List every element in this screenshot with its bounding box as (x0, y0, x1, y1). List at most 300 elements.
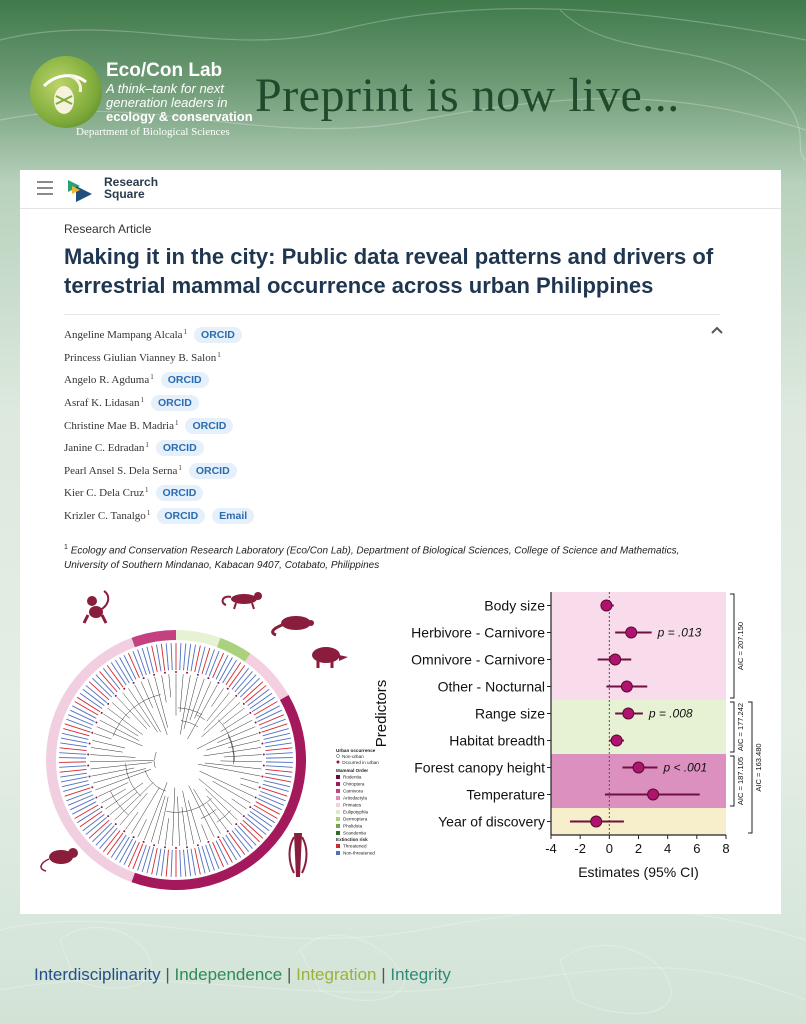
tree-branch (141, 681, 153, 707)
predictor-label: Body size (484, 597, 545, 614)
monkey-silhouette-icon (84, 591, 108, 623)
urban-occurrence-dot (235, 823, 237, 825)
aic-bracket (730, 702, 734, 752)
urban-occurrence-dot (255, 796, 257, 798)
tree-branch (223, 708, 244, 724)
estimate-point (648, 789, 659, 800)
urban-occurrence-dot (101, 712, 103, 714)
tree-branch (123, 693, 150, 728)
value-independence: Independence (174, 965, 283, 984)
aic-label: AIC = 177.242 (736, 702, 745, 752)
urban-occurrence-dot (123, 830, 125, 832)
urban-occurrence-dot (197, 674, 199, 676)
tip-label (60, 773, 87, 777)
tree-branch (92, 740, 125, 748)
lab-name: Eco/Con Lab (106, 60, 223, 81)
tree-branch (213, 781, 251, 803)
orcid-link[interactable]: ORCID (161, 372, 209, 388)
aic-bracket (748, 702, 752, 833)
tree-branch (151, 796, 165, 842)
legend-order-label: Scandentia (343, 830, 366, 836)
author-item: Janine C. Edradan $^1$ ORCID (64, 437, 564, 460)
x-tick-label: 0 (605, 841, 613, 856)
urban-occurrence-dot (95, 722, 97, 724)
urban-occurrence-dot (186, 672, 188, 674)
email-link[interactable]: Email (212, 508, 254, 524)
legend-occurrence-item: Occurred in urban (342, 760, 379, 765)
value-integration: Integration (296, 965, 377, 984)
urban-occurrence-dot (207, 841, 209, 843)
headline: Preprint is now live... (255, 69, 680, 122)
orcid-link[interactable]: ORCID (189, 463, 237, 479)
legend-order-label: Dermoptera (343, 816, 368, 822)
order-ring-segment (176, 630, 220, 647)
tip-label (187, 849, 190, 876)
orcid-link[interactable]: ORCID (194, 327, 242, 343)
estimate-point (601, 600, 612, 611)
order-ring-segment (245, 654, 289, 700)
tip-label (60, 748, 87, 751)
civet-silhouette-icon (223, 592, 262, 609)
legend-order-label: Rodentia (343, 774, 362, 780)
tip-label (59, 762, 86, 763)
tree-branch (182, 807, 187, 845)
tree-branch (183, 791, 194, 844)
estimate-point (611, 735, 622, 746)
predictor-label: Temperature (466, 786, 545, 803)
tip-label (184, 643, 186, 670)
orcid-link[interactable]: ORCID (156, 485, 204, 501)
tip-label (68, 795, 93, 805)
separator: | (282, 965, 297, 984)
tree-branch (162, 675, 167, 702)
orcid-link[interactable]: ORCID (157, 508, 205, 524)
tip-label (206, 650, 215, 675)
author-list (64, 324, 564, 527)
urban-occurrence-dot (243, 703, 245, 705)
urban-occurrence-dot (133, 836, 135, 838)
legend-risk-label: Non-threatened (343, 850, 375, 856)
predictor-label: Herbivore - Carnivore (411, 624, 545, 641)
legend-swatch (336, 851, 340, 855)
urban-occurrence-dot (133, 682, 135, 684)
tip-label (191, 645, 196, 672)
tip-label (191, 849, 196, 876)
urban-occurrence-dot (217, 682, 219, 684)
tree-branch (155, 677, 168, 728)
tree-branch (169, 674, 171, 697)
tip-label (266, 769, 293, 772)
tip-label (156, 849, 161, 876)
tip-label (138, 845, 147, 870)
legend-swatch (336, 824, 340, 828)
pangolin-silhouette-icon (273, 616, 314, 635)
x-tick-label: 2 (634, 841, 643, 856)
tip-label (59, 753, 86, 755)
tree-branch (197, 715, 205, 720)
legend-order-label: Pholidota (343, 823, 363, 829)
tip-label (259, 715, 284, 725)
legend-order-label: Eulipotyphla (343, 809, 369, 815)
predictor-label: Other - Nocturnal (437, 678, 545, 695)
tip-label (133, 844, 143, 869)
author-item: Pearl Ansel S. Dela Serna $^1$ ORCID (64, 460, 564, 483)
urban-occurrence-dot (87, 753, 89, 755)
orcid-link[interactable]: ORCID (151, 395, 199, 411)
tip-label (262, 724, 288, 732)
urban-occurrence-dot (235, 695, 237, 697)
tip-label (264, 777, 291, 782)
tip-label (266, 762, 293, 763)
research-square-logo-icon[interactable] (66, 176, 94, 202)
tree-branch (240, 784, 256, 790)
urban-occurrence-dot (175, 671, 177, 673)
aic-label: AIC = 163.480 (754, 743, 763, 792)
author-item: Christine Mae B. Madria $^1$ ORCID (64, 414, 564, 437)
x-tick-label: 8 (722, 841, 730, 856)
tip-label (66, 791, 91, 800)
urban-occurrence-dot (243, 815, 245, 817)
tip-label (66, 719, 91, 728)
legend-swatch (336, 796, 340, 800)
tip-label (260, 791, 285, 800)
tree-branch (190, 679, 204, 720)
tree-branch (206, 733, 258, 750)
tree-branch (199, 779, 243, 815)
predictor-label: Habitat breadth (449, 732, 545, 749)
predictor-label: Year of discovery (438, 813, 545, 830)
x-tick-label: -2 (574, 841, 586, 856)
predictor-label: Range size (474, 705, 545, 722)
affiliation: $^1$ Ecology and Conservation Research Laboratory (Eco/Con Lab), Department of Biological Sciences, College of Science and Mathematics, University of Southern Mindanao, Kabacan 9407, Cotabato, Philippines (64, 544, 680, 572)
tip-label (209, 844, 219, 869)
legend-swatch (336, 844, 340, 848)
tip-label (166, 643, 168, 670)
legend-swatch (336, 789, 340, 793)
tip-label (266, 758, 293, 759)
author-item: Krizler C. Tanalgo $^1$ ORCID Email (64, 505, 564, 528)
urban-occurrence-dot (259, 732, 261, 734)
ecocon-logo (30, 52, 253, 142)
urban-occurrence-dot (186, 846, 188, 848)
urban-occurrence-dot (259, 786, 261, 788)
tip-label (128, 842, 139, 867)
urban-occurrence-dot (197, 844, 199, 846)
tree-branch (107, 708, 142, 735)
estimate-point (591, 816, 602, 827)
tip-label (213, 842, 224, 867)
tree-branch (95, 769, 150, 790)
legend-occurrence-title: Urban occurrence (336, 748, 376, 753)
tree-branch (224, 755, 262, 757)
tip-label (202, 846, 210, 872)
tree-branch (138, 819, 147, 837)
author-item: Angelo R. Agduma $^1$ ORCID (64, 369, 564, 392)
tip-label (128, 653, 139, 678)
tree-branch (197, 720, 252, 749)
tree-branch (180, 674, 183, 712)
x-tick-label: 6 (693, 841, 701, 856)
tree-branch (194, 789, 221, 833)
tree-branch (120, 793, 148, 825)
legend-order-label: Chiroptera (343, 781, 365, 787)
tree-branch (91, 747, 123, 752)
legend-order-label: Primates (343, 802, 362, 808)
boar-silhouette-icon (312, 647, 348, 668)
phylogeny-figure (26, 585, 379, 885)
lab-tagline: A think–tank for next generation leaders in ecology & conservation (106, 81, 253, 124)
tree-branch (144, 782, 167, 840)
legend-risk-title: Extinction risk (336, 837, 368, 842)
tip-label (180, 643, 181, 670)
coefficient-forest-plot (356, 582, 766, 902)
tip-label (260, 719, 285, 728)
model-band (551, 592, 726, 700)
legend-occurrence-item: Non-urban (342, 754, 364, 759)
tree-branch (189, 786, 215, 837)
legend-order-label: Carnivora (343, 788, 363, 794)
order-ring-segment (217, 638, 251, 662)
legend-swatch (336, 803, 340, 807)
tip-label (61, 777, 88, 782)
tip-label (266, 748, 293, 751)
tip-label (187, 644, 190, 671)
tip-label (184, 850, 186, 877)
urban-occurrence-dot (217, 836, 219, 838)
urban-occurrence-dot (91, 732, 93, 734)
x-axis-label: Estimates (95% CI) (578, 864, 699, 880)
preprint-card (20, 170, 781, 914)
urban-occurrence-dot (207, 677, 209, 679)
x-tick-label: 4 (664, 841, 672, 856)
tree-branch (102, 789, 126, 803)
tree-branch (200, 771, 254, 797)
tip-label (171, 643, 172, 670)
author-item: Kier C. Dela Cruz $^1$ ORCID (64, 482, 564, 505)
tree-branch (117, 697, 147, 729)
tree-branch (110, 791, 128, 814)
tree-branch (232, 799, 247, 809)
tip-label (213, 653, 224, 678)
tip-label (265, 773, 292, 777)
urban-occurrence-dot (89, 743, 91, 745)
bat-silhouette-icon (290, 833, 307, 877)
urban-occurrence-dot (153, 674, 155, 676)
legend-swatch (336, 775, 340, 779)
author-item: Angeline Mampang Alcala $^1$ ORCID (64, 324, 564, 347)
urban-occurrence-dot (89, 775, 91, 777)
tree-branch (205, 763, 262, 769)
aic-bracket (730, 756, 734, 806)
urban-occurrence-dot (123, 688, 125, 690)
predictor-label: Forest canopy height (414, 759, 545, 776)
tip-label (166, 850, 168, 877)
tip-label (61, 738, 88, 743)
tree-branch (135, 685, 161, 732)
tree-branch (166, 798, 211, 812)
estimate-point (621, 681, 632, 692)
tree-branch (188, 685, 218, 739)
legend-order-label: Artiodactyla (343, 795, 368, 801)
estimate-point (610, 654, 621, 665)
tree-branch (165, 818, 168, 845)
tree-branch (112, 702, 130, 718)
urban-occurrence-dot (143, 677, 145, 679)
legend-risk-label: Threatened (343, 843, 367, 849)
tree-branch (204, 747, 261, 755)
tree-branch (125, 812, 138, 830)
legend-swatch (336, 817, 340, 821)
urban-occurrence-dot (115, 823, 117, 825)
article-title: Making it in the city: Public data reveal patterns and drivers of terrestrial mammal occurrence across urban Philippines (64, 244, 714, 298)
site-topbar (20, 170, 781, 209)
tip-label (68, 715, 93, 725)
tip-label (60, 743, 87, 747)
tip-label (209, 651, 219, 676)
urban-occurrence-dot (261, 775, 263, 777)
urban-occurrence-dot (153, 844, 155, 846)
tip-label (206, 845, 215, 870)
p-value-label: p = .013 (657, 625, 702, 640)
x-tick-label: -4 (545, 841, 557, 856)
department-name: Department of Biological Sciences (76, 126, 230, 138)
p-value-label: p < .001 (663, 760, 708, 775)
urban-occurrence-dot (91, 786, 93, 788)
urban-occurrence-dot (249, 806, 251, 808)
tip-label (266, 766, 293, 768)
tip-label (133, 651, 143, 676)
tree-branch (178, 796, 180, 845)
tip-label (59, 766, 86, 768)
tree-branch (220, 761, 262, 762)
tree-branch (202, 824, 208, 840)
urban-occurrence-dot (227, 830, 229, 832)
legend-swatch (336, 782, 340, 786)
tree-branch (240, 778, 258, 783)
legend-swatch (336, 810, 340, 814)
tree-branch (155, 752, 157, 760)
urban-occurrence-dot (115, 695, 117, 697)
predictor-label: Omnivore - Carnivore (411, 651, 545, 668)
tree-branch (94, 733, 111, 739)
model-band (551, 700, 726, 754)
urban-occurrence-dot (249, 712, 251, 714)
urban-occurrence-dot (263, 765, 265, 767)
separator: | (160, 965, 175, 984)
tip-label (161, 644, 164, 671)
order-ring-segment (46, 638, 135, 882)
urban-occurrence-dot (164, 672, 166, 674)
lab-emblem-icon (30, 56, 102, 128)
urban-occurrence-dot (263, 753, 265, 755)
tree-branch (90, 763, 151, 769)
tree-branch (181, 721, 198, 727)
urban-occurrence-dot (107, 815, 109, 817)
rat-silhouette-icon (41, 848, 78, 871)
urban-occurrence-dot (164, 846, 166, 848)
legend-swatch (336, 831, 340, 835)
tip-label (161, 849, 164, 876)
author-item: Asraf K. Lidasan $^1$ ORCID (64, 392, 564, 415)
value-integrity: Integrity (390, 965, 451, 984)
menu-icon[interactable] (37, 181, 53, 195)
tip-label (265, 743, 292, 747)
estimate-point (626, 627, 637, 638)
urban-occurrence-dot (101, 806, 103, 808)
tip-label (259, 795, 284, 805)
tree-branch (211, 688, 223, 706)
tip-label (266, 753, 293, 755)
estimate-point (633, 762, 644, 773)
tree-branch (201, 702, 239, 737)
divider (64, 314, 720, 315)
tree-branch (184, 677, 197, 729)
collapse-caret-icon[interactable] (710, 325, 724, 335)
tree-branch (90, 755, 135, 758)
tip-label (142, 648, 150, 674)
tip-label (202, 648, 210, 674)
tree-branch (172, 788, 174, 846)
tree-branch (90, 760, 154, 761)
value-interdisciplinarity: Interdisciplinarity (34, 965, 161, 984)
author-item: Princess Giulian Vianney B. Salon $^1$ (64, 350, 221, 364)
urban-occurrence-dot (227, 688, 229, 690)
urban-occurrence-dot (255, 722, 257, 724)
site-name[interactable]: Research Square (104, 175, 159, 201)
tip-label (142, 846, 150, 872)
tree-branch (180, 675, 190, 734)
orcid-link[interactable]: ORCID (156, 440, 204, 456)
article-type: Research Article (64, 222, 152, 236)
urban-occurrence-dot (261, 743, 263, 745)
tree-branch (218, 720, 234, 762)
values-footer (34, 965, 451, 985)
aic-bracket (730, 594, 734, 698)
tip-label (59, 758, 86, 759)
urban-occurrence-dot (107, 703, 109, 705)
tip-label (65, 788, 91, 796)
tree-branch (198, 764, 260, 776)
urban-occurrence-dot (143, 841, 145, 843)
tip-label (262, 788, 288, 796)
tree-branch (131, 787, 159, 833)
aic-label: AIC = 187.105 (736, 756, 745, 806)
tree-branch (98, 782, 128, 796)
tree-branch (158, 797, 168, 844)
tree-branch (154, 761, 155, 768)
tip-label (264, 738, 291, 743)
tip-label (60, 769, 87, 772)
tree-branch (145, 770, 166, 791)
tip-label (156, 645, 161, 672)
phylogeny-tree (46, 630, 306, 890)
tip-label (171, 850, 172, 877)
estimate-point (623, 708, 634, 719)
tree-branch (105, 783, 143, 809)
aic-label: AIC = 207.150 (736, 621, 745, 671)
legend-order-title: Mammal Order (336, 768, 369, 773)
urban-occurrence-dot (87, 765, 89, 767)
separator: | (376, 965, 391, 984)
order-ring-segment (132, 695, 306, 890)
order-ring-segment (132, 630, 176, 647)
orcid-link[interactable]: ORCID (185, 418, 233, 434)
tree-branch (205, 789, 237, 821)
tip-label (180, 850, 181, 877)
p-value-label: p = .008 (648, 706, 693, 721)
y-axis-label: Predictors (373, 679, 390, 748)
urban-occurrence-dot (95, 796, 97, 798)
